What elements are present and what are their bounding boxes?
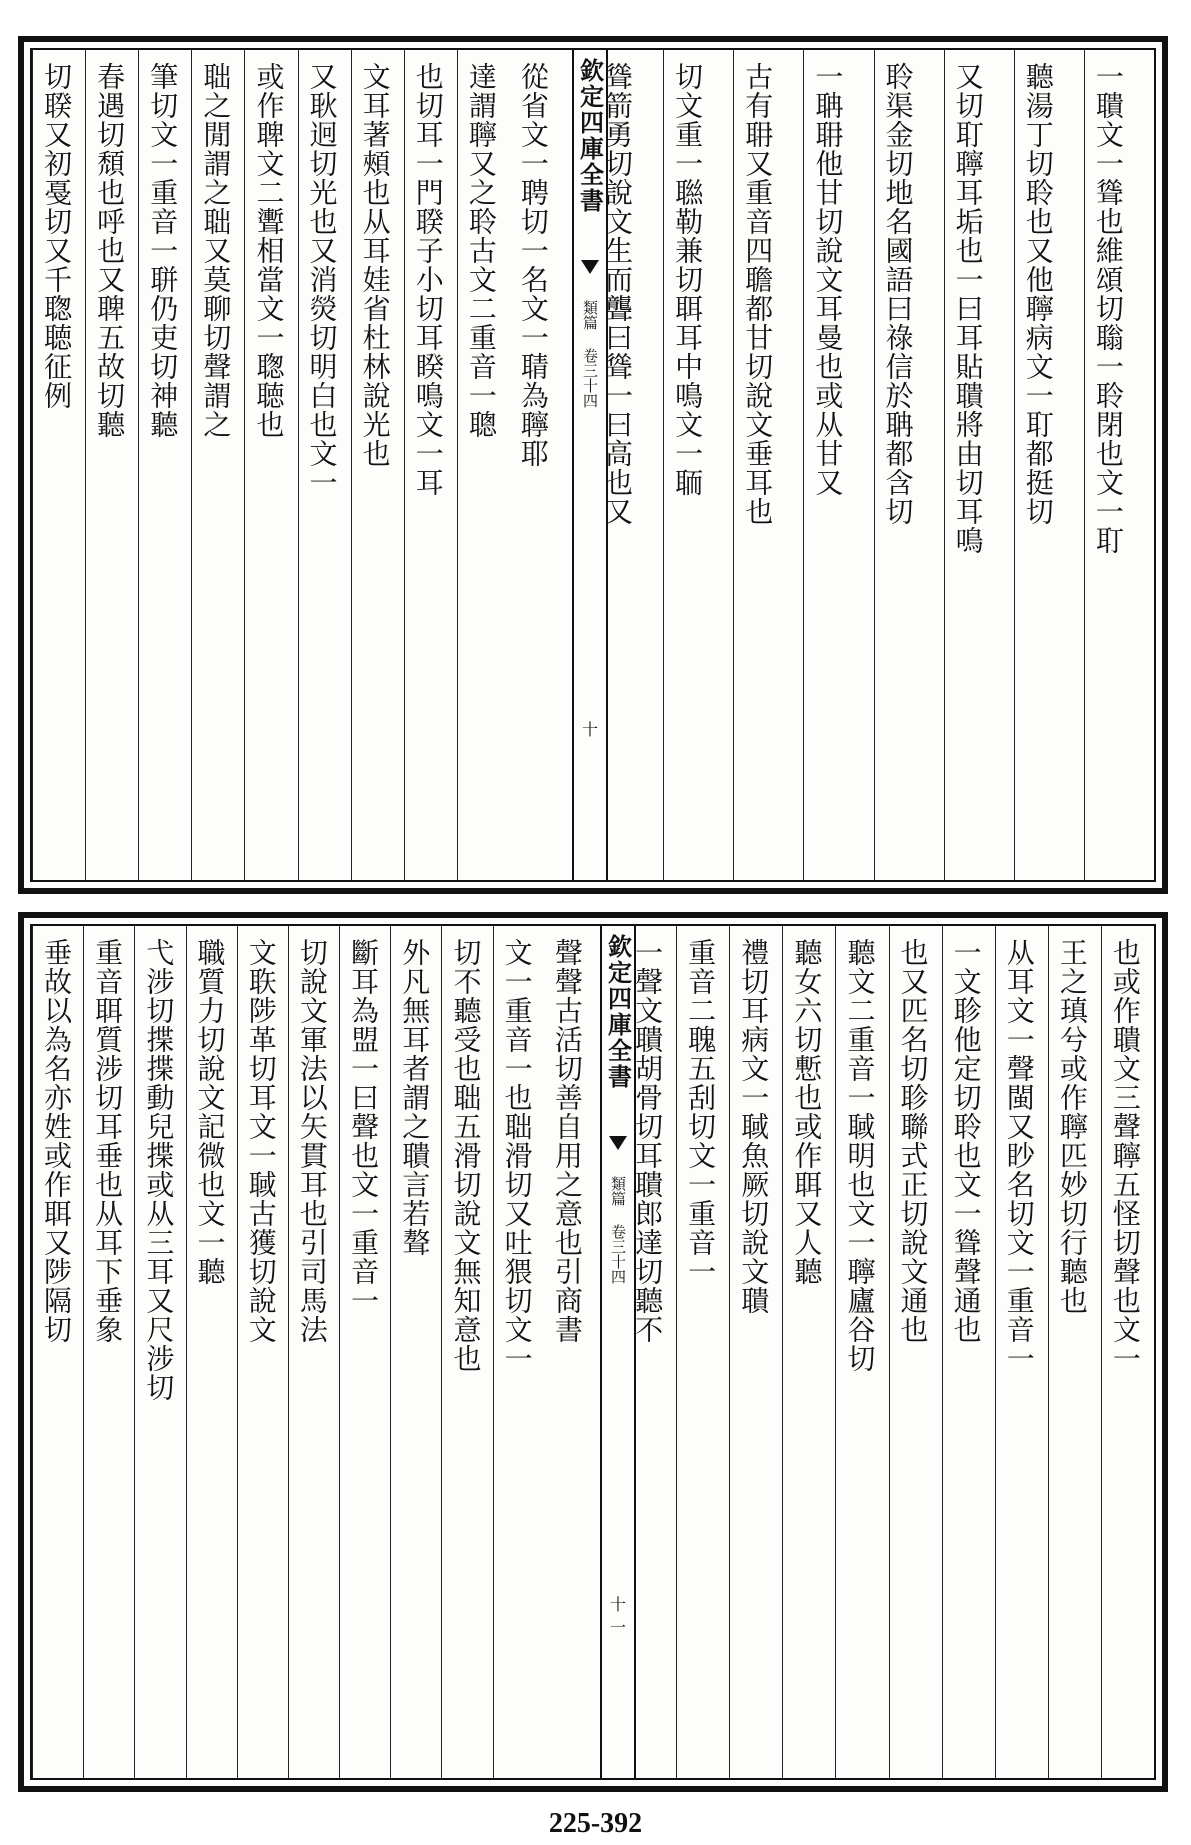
text-column xyxy=(32,50,85,880)
text-column xyxy=(995,926,1048,1778)
chapter-label: 類篇 卷三十四 xyxy=(609,1176,627,1284)
text-column xyxy=(298,50,351,880)
column-text: 也或作聵文三聲聹五怪切聲也文一 xyxy=(1108,938,1142,1373)
column-text: 文一重音一也聉滑切又吐猥切文一 xyxy=(500,938,534,1373)
text-column xyxy=(441,926,492,1778)
text-column xyxy=(244,50,297,880)
page-number: 225-392 xyxy=(548,1808,643,1839)
text-column xyxy=(493,926,544,1778)
text-column xyxy=(729,926,782,1778)
fish-tail-center-column xyxy=(600,926,636,1778)
column-text: 聉之閒謂之聉又莫聊切聲謂之 xyxy=(199,62,233,439)
text-column xyxy=(390,926,441,1778)
text-column xyxy=(733,50,803,880)
upper-page xyxy=(18,36,1168,894)
text-column xyxy=(85,50,138,880)
column-text: 達謂聹又之聆古文二重音一聰 xyxy=(464,62,498,439)
column-text: 從省文一聘切一名文一聙為聹耶 xyxy=(516,62,550,468)
column-text: 重音聑質涉切耳垂也从耳下垂象 xyxy=(91,938,125,1344)
column-text: 聽女六切慙也或作聑又人聽 xyxy=(790,938,824,1286)
column-text: 或作聛文二聻相當文一聦聴也 xyxy=(252,62,286,439)
fish-tail-mark-icon xyxy=(581,260,599,274)
column-text: 一聲文聵胡骨切耳聵郎達切聽不 xyxy=(631,938,665,1344)
column-text: 聳箭勇切說文生而聾曰聳一曰高也又 xyxy=(601,62,634,526)
leaf-number: 十一 xyxy=(609,1595,627,1637)
text-column xyxy=(288,926,339,1778)
column-text: 聲聲古活切善自用之意也引商書 xyxy=(550,938,584,1344)
text-column xyxy=(942,926,995,1778)
column-text: 斷耳為盟一曰聲也文一重音一 xyxy=(347,938,381,1315)
text-column xyxy=(1084,50,1154,880)
column-text: 古有耼又重音四聸都甘切說文垂耳也 xyxy=(741,62,775,526)
text-column xyxy=(138,50,191,880)
fish-tail-center-column xyxy=(572,50,608,880)
column-text: 王之瑱兮或作聹匹妙切行聽也 xyxy=(1055,938,1089,1315)
column-text: 一聵文一聳也維頌切聬一聆閉也文一耵 xyxy=(1091,62,1125,555)
upper-left-half xyxy=(32,50,562,880)
column-text: 重音二聭五刮切文一重音一 xyxy=(684,938,718,1286)
text-column xyxy=(237,926,288,1778)
column-text: 又切耵聹耳垢也一曰耳貼聵將由切耳鳴 xyxy=(951,62,985,555)
column-text: 春遇切頹也呼也又聛五故切聽 xyxy=(93,62,127,439)
column-text: 聆渠金切地名國語曰祿信於聃都含切 xyxy=(881,62,915,526)
fish-tail-mark-icon xyxy=(609,1136,627,1150)
column-text: 切聧又初戞切又千聦聴征例 xyxy=(40,62,74,410)
text-column xyxy=(1048,926,1101,1778)
lower-page-frame xyxy=(30,924,1156,1780)
book-title: 欽定四庫全書 xyxy=(603,934,633,1090)
leaf-number: 十 xyxy=(581,720,599,739)
text-column xyxy=(782,926,835,1778)
text-column xyxy=(1101,926,1154,1778)
text-column xyxy=(134,926,185,1778)
lower-left-half xyxy=(32,926,594,1778)
column-text: 切文重一聮勒兼切聑耳中鳴文一聏 xyxy=(671,62,705,497)
column-text: 文聅陟革切耳文一聝古獲切說文 xyxy=(244,938,278,1344)
text-column xyxy=(663,50,733,880)
text-column xyxy=(32,926,83,1778)
text-column xyxy=(889,926,942,1778)
text-column xyxy=(544,926,594,1778)
text-column xyxy=(676,926,729,1778)
column-text: 一文聄他定切聆也文一聳聲通也 xyxy=(949,938,983,1344)
upper-page-frame xyxy=(30,48,1156,882)
column-text: 文耳著頰也从耳娃省杜林說光也 xyxy=(358,62,392,468)
column-text: 弋涉切揲揲動兒揲或从三耳又尺涉切 xyxy=(142,938,176,1402)
text-column xyxy=(944,50,1014,880)
text-column xyxy=(191,50,244,880)
lower-right-half xyxy=(624,926,1154,1778)
book-title: 欽定四庫全書 xyxy=(575,58,605,214)
text-column xyxy=(404,50,457,880)
text-column xyxy=(339,926,390,1778)
column-text: 也又匹名切聄聯式正切說文通也 xyxy=(896,938,930,1344)
text-column xyxy=(186,926,237,1778)
column-text: 聽文二重音一聝明也文一聹廬谷切 xyxy=(843,938,877,1373)
column-text: 垂故以為名亦姓或作聑又陟隔切 xyxy=(39,938,73,1344)
text-column xyxy=(874,50,944,880)
column-text: 筆切文一重音一聠仍吏切神聽 xyxy=(146,62,180,439)
column-text: 切不聽受也聉五滑切說文無知意也 xyxy=(449,938,483,1373)
column-text: 一聃耼他甘切說文耳曼也或从甘又 xyxy=(811,62,845,497)
upper-right-half xyxy=(594,50,1154,880)
text-column xyxy=(803,50,873,880)
column-text: 从耳文一聲閩又眇名切文一重音一 xyxy=(1002,938,1036,1373)
chapter-label: 類篇 卷三十四 xyxy=(581,300,599,408)
column-text: 也切耳一門聧子小切耳睽鳴文一耳 xyxy=(411,62,445,497)
text-column xyxy=(1014,50,1084,880)
column-text: 切說文軍法以矢貫耳也引司馬法 xyxy=(295,938,329,1344)
column-text: 又耿迥切光也又消熒切明白也文一 xyxy=(305,62,339,497)
lower-page xyxy=(18,912,1168,1792)
column-text: 禮切耳病文一聝魚厥切說文聵 xyxy=(737,938,771,1315)
text-column xyxy=(351,50,404,880)
text-column xyxy=(457,50,510,880)
column-text: 外凡無耳者謂之聵言若聱 xyxy=(398,938,432,1257)
column-text: 職質力切說文記微也文一聽 xyxy=(193,938,227,1286)
text-column xyxy=(510,50,562,880)
column-text: 聽湯丁切聆也又他聹病文一耵都挺切 xyxy=(1021,62,1055,526)
text-column xyxy=(83,926,134,1778)
text-column xyxy=(835,926,888,1778)
